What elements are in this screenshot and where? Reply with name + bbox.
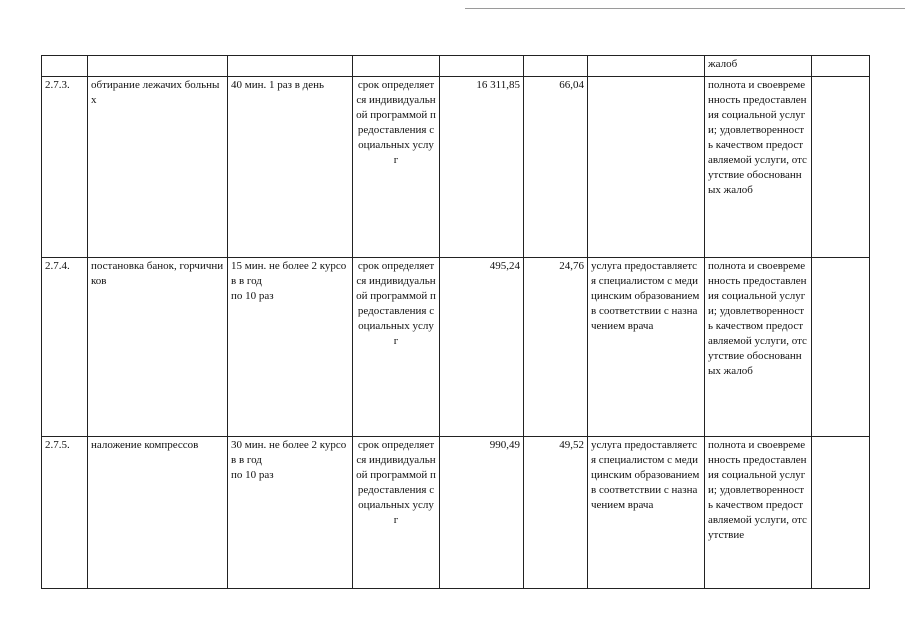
cell-norm: 30 мин. не более 2 курсов в год по 10 раз <box>228 437 353 589</box>
cell-service-name <box>88 56 228 77</box>
cell-service-name: постановка банок, горчичников <box>88 258 228 437</box>
cell-price: 990,49 <box>440 437 524 589</box>
cell-extra <box>812 258 870 437</box>
cell-extra <box>812 77 870 258</box>
cell-quality: полнота и своевременность предоставления социальной услуги; удовлетворенность качеством предоставляемой услуги, отсутствие обоснованных жалоб <box>705 258 812 437</box>
cell-quality: полнота и своевременность предоставления социальной услуги; удовлетворенность качеством предоставляемой услуги, отсутствие обоснованных жалоб <box>705 77 812 258</box>
cell-condition <box>588 77 705 258</box>
table-row <box>42 437 870 589</box>
cell-number: 2.7.5. <box>42 437 88 589</box>
cell-condition: услуга предоставляется специалистом с медицинским образованием в соответствии с назначением врача <box>588 258 705 437</box>
table-row <box>42 258 870 437</box>
cell-price <box>440 56 524 77</box>
cell-norm: 15 мин. не более 2 курсов в год по 10 раз <box>228 258 353 437</box>
cell-extra <box>812 437 870 589</box>
cell-price-per-unit: 49,52 <box>524 437 588 589</box>
cell-price-per-unit: 66,04 <box>524 77 588 258</box>
cell-number <box>42 56 88 77</box>
services-table <box>41 55 870 589</box>
table-row <box>42 56 870 77</box>
cell-term: срок определяется индивидуальной программой предоставления социальных услуг <box>353 258 440 437</box>
cell-condition <box>588 56 705 77</box>
cell-term <box>353 56 440 77</box>
cell-condition: услуга предоставляется специалистом с медицинским образованием в соответствии с назначением врача <box>588 437 705 589</box>
cell-number: 2.7.3. <box>42 77 88 258</box>
cell-norm: 40 мин. 1 раз в день <box>228 77 353 258</box>
cell-price-per-unit: 24,76 <box>524 258 588 437</box>
cell-service-name: обтирание лежачих больных <box>88 77 228 258</box>
cell-price: 495,24 <box>440 258 524 437</box>
table-row <box>42 77 870 258</box>
cell-term: срок определяется индивидуальной программой предоставления социальных услуг <box>353 77 440 258</box>
cell-price-per-unit <box>524 56 588 77</box>
cell-service-name: наложение компрессов <box>88 437 228 589</box>
page-top-rule <box>465 8 905 9</box>
cell-norm <box>228 56 353 77</box>
cell-quality: жалоб <box>705 56 812 77</box>
cell-term: срок определяется индивидуальной программой предоставления социальных услуг <box>353 437 440 589</box>
cell-number: 2.7.4. <box>42 258 88 437</box>
cell-extra <box>812 56 870 77</box>
cell-quality: полнота и своевременность предоставления социальной услуги; удовлетворенность качеством предоставляемой услуги, отсутствие <box>705 437 812 589</box>
cell-price: 16 311,85 <box>440 77 524 258</box>
